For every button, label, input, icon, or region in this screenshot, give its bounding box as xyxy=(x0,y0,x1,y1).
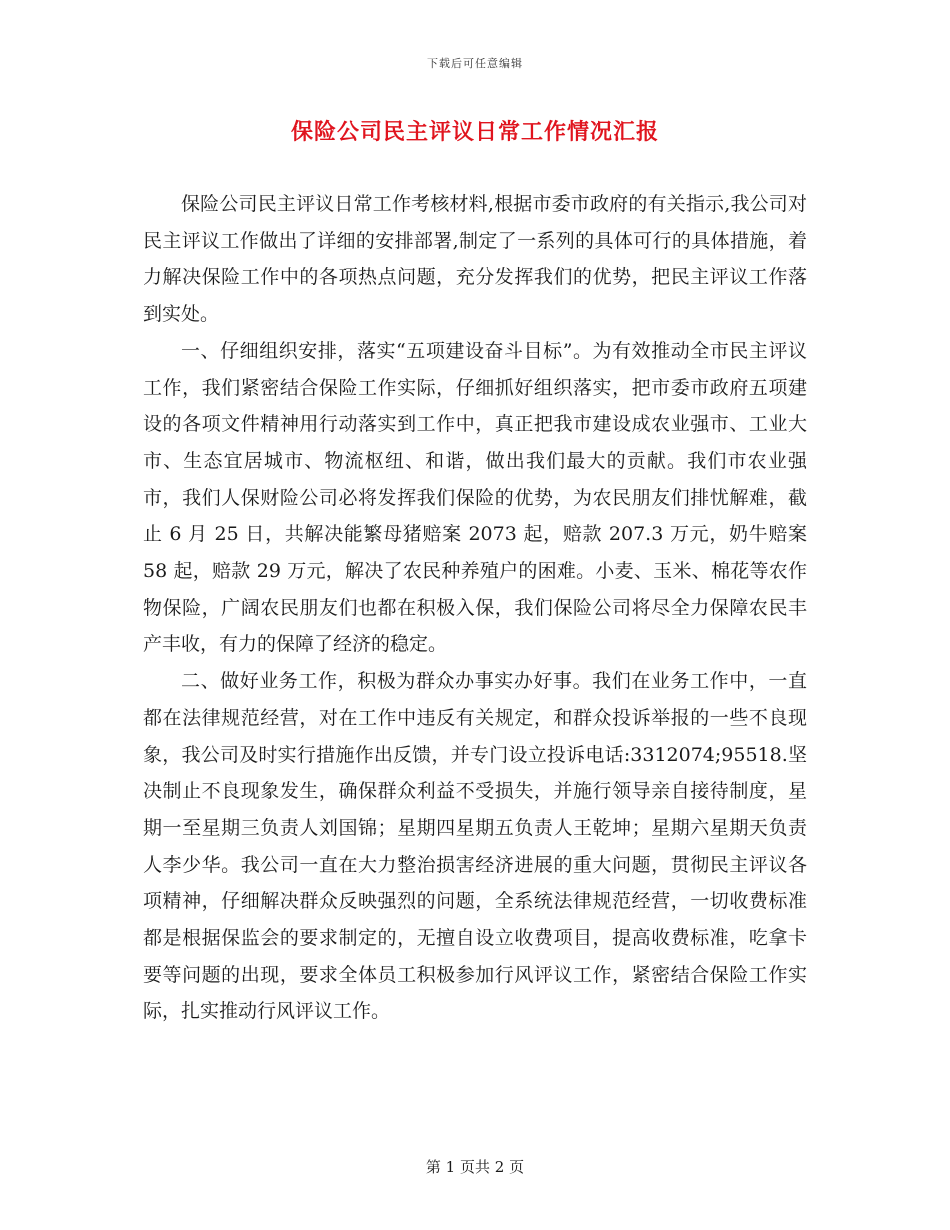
paragraph-intro: 保险公司民主评议日常工作考核材料,根据市委市政府的有关指示,我公司对民主评议工作做出了详细的安排部署,制定了一系列的具体可行的具体措施，着力解决保险工作中的各项热点问题，充分发挥我们的优势，把民主评议工作落到实处。 xyxy=(143,193,807,326)
paragraph-section-2: 二、做好业务工作，积极为群众办事实办好事。我们在业务工作中，一直都在法律规范经营，对在工作中违反有关规定，和群众投诉举报的一些不良现象，我公司及时实行措施作出反馈，并专门设立投诉电话:3312074;95518.坚决制止不良现象发生，确保群众利益不受损失，并施行领导亲自接待制度，星期一至星期三负责人刘国锦；星期四星期五负责人王乾坤；星期六星期天负责人李少华。我公司一直在大力整治损害经济进展的重大问题，贯彻民主评议各项精神，仔细解决群众反映强烈的问题，全系统法律规范经营，一切收费标准都是根据保监会的要求制定的，无擅自设立收费项目，提高收费标准，吃拿卡要等问题的出现，要求全体员工积极参加行风评议工作，紧密结合保险工作实际，扎实推动行风评议工作。 xyxy=(143,670,807,1023)
page-number: 第 1 页共 2 页 xyxy=(425,1158,525,1176)
document-title: 保险公司民主评议日常工作情况汇报 xyxy=(290,119,659,145)
paragraph-section-1: 一、仔细组织安排，落实“五项建设奋斗目标”。为有效推动全市民主评议工作，我们紧密结合保险工作实际，仔细抓好组织落实，把市委市政府五项建设的各项文件精神用行动落实到工作中，真正把我市建设成农业强市、工业大市、生态宜居城市、物流枢纽、和谐，做出我们最大的贡献。我们市农业强市，我们人保财险公司必将发挥我们保险的优势，为农民朋友们排忧解难，截止 6 月 25 日，共解决能繁母猪赔案 2073 起，赔款 207.3 万元，奶牛赔案 58 起，赔款 29 万元，解决了农民种养殖户的困难。小麦、玉米、棉花等农作物保险，广阔农民朋友们也都在积极入保，我们保险公司将尽全力保障农民丰产丰收，有力的保障了经济的稳定。 xyxy=(143,339,807,656)
document-body xyxy=(143,186,807,1030)
page-header-note: 下载后可任意编辑 xyxy=(427,57,523,70)
